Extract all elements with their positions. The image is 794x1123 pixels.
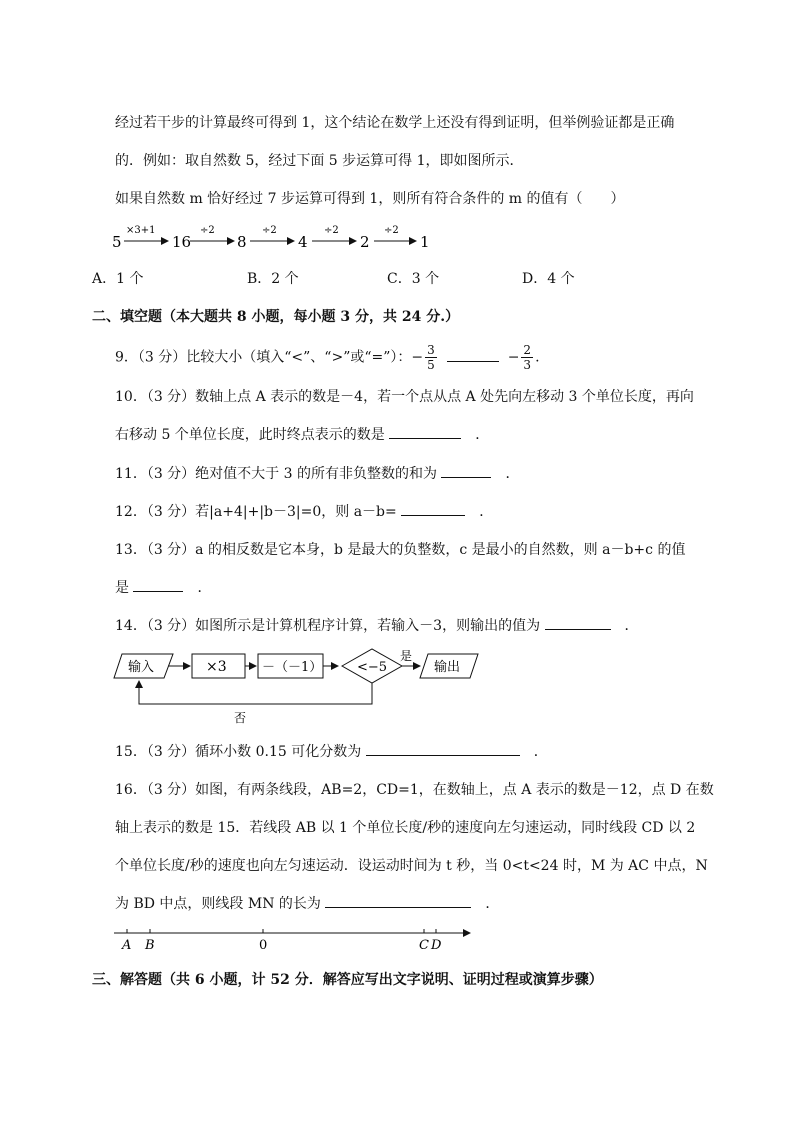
q14-end: ． [624,618,639,634]
flow-multiply-label: ×3 [206,659,227,675]
chain-step-5 [374,225,430,251]
q11-end: ． [505,466,520,482]
q16-answer-blank[interactable] [325,893,471,908]
q14-answer-blank[interactable] [545,615,611,630]
q8-line3: 如果自然数 m 恰好经过 7 步运算可得到 1，则所有符合条件的 m 的值有（ ） [115,191,625,207]
q9-f1-num: 3 [427,343,435,357]
q16-number-line [110,922,480,954]
q10-line2 [115,424,489,444]
section3-heading: 三、解答题（共 6 小题，计 52 分．解答应写出文字说明、证明过程或演算步骤） [92,972,603,988]
q16-line4-text: 为 BD 中点，则线段 MN 的长为 [115,896,321,912]
label-a: A [122,938,132,953]
chain-step-4 [312,225,370,251]
q9-text: 9．（3 分）比较大小（填入“<”、“>”或“=”）： [115,349,412,366]
q8-line2: 的．例如：取自然数 5，经过下面 5 步运算可得 1，即如图所示． [115,153,524,169]
q12-end: ． [479,504,494,520]
q9-f2-num: 2 [523,343,532,357]
chain-op-5: ÷2 [384,225,399,236]
fraction-3-5 [425,343,437,372]
q11-text: 11．（3 分）绝对值不大于 3 的所有非负整数的和为 [115,466,437,482]
q16-line3: 个单位长度/秒的速度也向左匀速运动．设运动时间为 t 秒，当 0<t<24 时，M 为 AC 中点，N [115,858,708,874]
q13-line2 [115,577,211,597]
q13-line1: 13．（3 分）a 的相反数是它本身，b 是最大的负整数，c 是最小的自然数，则 a－b+c 的值 [115,542,686,558]
q10-answer-blank[interactable] [389,424,461,439]
label-b: B [145,938,155,953]
q10-line1: 10．（3 分）数轴上点 A 表示的数是－4，若一个点从点 A 处先向左移动 3 个单位长度，再向 [115,389,694,405]
flow-no-label: 否 [234,711,247,725]
label-c: C [419,938,429,953]
flow-condition-label: <−5 [357,660,388,675]
q13-end: ． [197,580,212,596]
q14-flowchart [110,645,482,727]
label-d: D [431,938,442,953]
fraction-2-3 [521,343,533,372]
chain-num-1: 16 [172,233,192,251]
section2-heading: 二、填空题（本大题共 8 小题，每小题 3 分，共 24 分.） [92,309,460,325]
chain-num-5: 1 [420,233,430,251]
flow-output-label: 输出 [434,660,461,675]
q15 [115,741,548,761]
chain-num-2: 8 [237,233,247,251]
q8-operation-chain [110,222,450,254]
q16-line2: 轴上表示的数是 15．若线段 AB 以 1 个单位长度/秒的速度向左匀速运动，同时线段 CD 以 2 [115,820,696,836]
flow-subtract-label: －（－1） [262,660,323,675]
option-a: A．1 个 [92,271,144,287]
q14 [115,615,639,635]
q12 [115,501,493,521]
chain-num-4: 2 [360,233,370,251]
chain-op-3: ÷2 [262,225,277,236]
q16-line4 [115,893,499,913]
q10-end: ． [475,427,490,443]
chain-op-2: ÷2 [200,225,215,236]
chain-start: 5 [112,233,122,251]
option-c: C．3 个 [387,271,440,287]
q16-end: ． [485,896,500,912]
flow-yes-label: 是 [400,649,413,663]
q16-line1: 16．（3 分）如图，有两条线段，AB=2，CD=1，在数轴上，点 A 表示的数是－12，点 D 在数 [115,782,714,798]
chain-step-2 [190,225,247,251]
q11-answer-blank[interactable] [441,463,491,478]
q12-text: 12．（3 分）若|a+4|+|b－3|=0，则 a－b= [115,504,397,520]
q12-answer-blank[interactable] [401,501,465,516]
q11 [115,463,519,483]
q9-answer-blank[interactable] [447,347,499,362]
flow-input-label: 输入 [128,660,155,675]
chain-step-1 [124,225,191,251]
q9-f2-den: 3 [523,358,532,372]
q10-line2-text: 右移动 5 个单位长度，此时终点表示的数是 [115,427,385,443]
q14-text: 14．（3 分）如图所示是计算机程序计算，若输入－3，则输出的值为 [115,618,541,634]
option-d: D．4 个 [522,271,575,287]
label-o: 0 [259,938,268,953]
q9-f1-sign: − [411,349,424,366]
chain-num-3: 4 [298,233,308,251]
q9-f2-sign: − [507,349,520,366]
q15-text: 15．（3 分）循环小数 0.15 可化分数为 [115,744,362,760]
q15-answer-blank[interactable] [366,741,520,756]
flow-loop-back [139,681,372,704]
q13-line2-text: 是 [115,580,129,596]
chain-step-3 [250,225,308,251]
chain-op-1: ×3+1 [126,225,156,236]
q13-answer-blank[interactable] [133,577,183,592]
q8-line1: 经过若干步的计算最终可得到 1，这个结论在数学上还没有得到证明，但举例验证都是正确 [115,115,675,131]
chain-op-4: ÷2 [324,225,339,236]
option-b: B．2 个 [247,271,299,287]
q15-end: ． [533,744,548,760]
q9 [115,343,540,372]
q9-end: . [535,349,540,366]
q9-f1-den: 5 [427,358,435,372]
